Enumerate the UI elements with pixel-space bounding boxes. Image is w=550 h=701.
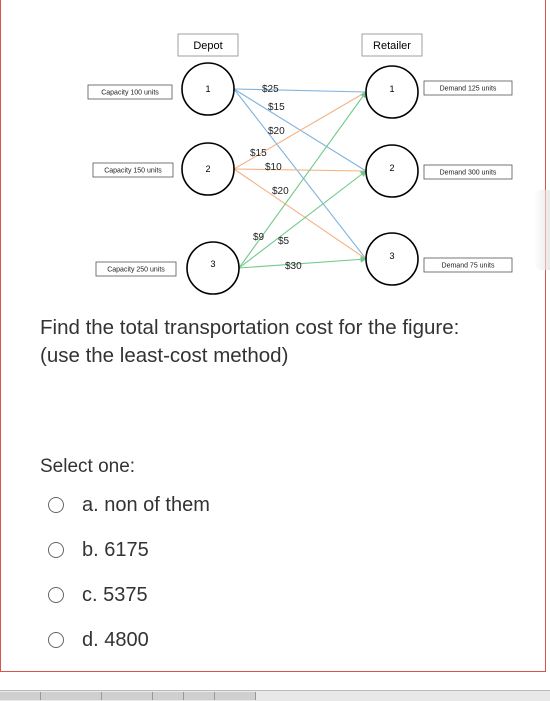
demand-label-2: Demand 300 units <box>439 169 497 177</box>
answer-option-d[interactable] <box>48 627 149 653</box>
question-line-1: Find the total transportation cost for the figure: <box>40 316 460 339</box>
answer-option-c[interactable] <box>48 582 148 608</box>
radio-button-a[interactable] <box>48 497 64 513</box>
cost-label-3-1: $9 <box>253 232 265 243</box>
answer-option-b-label[interactable]: b. 6175 <box>82 538 149 561</box>
toolbar-cell <box>41 692 102 700</box>
retailer-node-2-number: 2 <box>389 163 395 173</box>
answer-option-d-label[interactable]: d. 4800 <box>82 628 149 651</box>
select-one-prompt: Select one: <box>40 456 136 477</box>
bottom-toolbar-strip <box>0 690 550 701</box>
capacity-label-2: Capacity 150 units <box>104 167 162 175</box>
cost-label-2-1: $15 <box>250 148 267 159</box>
answer-option-c-label[interactable]: c. 5375 <box>82 583 148 606</box>
route-line-2-2 <box>234 169 366 171</box>
cost-label-1-3: $20 <box>268 126 285 137</box>
depot-header: Depot <box>193 40 223 52</box>
toolbar-cell <box>215 692 256 700</box>
question-line-2: (use the least-cost method) <box>40 344 289 367</box>
demand-label-1: Demand 125 units <box>439 85 497 93</box>
capacity-label-1: Capacity 100 units <box>101 89 159 97</box>
toolbar-cell <box>102 692 153 700</box>
frame-bottom-border <box>0 671 546 672</box>
cost-label-3-3: $30 <box>285 261 302 272</box>
radio-button-d[interactable] <box>48 632 64 648</box>
retailer-node-1-number: 1 <box>389 84 395 94</box>
answer-option-a-label[interactable]: a. non of them <box>82 493 210 516</box>
cost-label-3-2: $5 <box>278 236 290 247</box>
answer-option-a[interactable] <box>48 492 210 518</box>
route-line-3-3 <box>239 259 366 268</box>
radio-button-b[interactable] <box>48 542 64 558</box>
demand-label-3: Demand 75 units <box>441 262 495 270</box>
retailer-node-3-number: 3 <box>389 251 395 261</box>
route-line-2-3 <box>234 169 366 259</box>
depot-node-2-number: 2 <box>205 164 211 174</box>
transportation-network-diagram <box>0 0 550 300</box>
route-line-1-1 <box>234 89 366 92</box>
answer-option-b[interactable] <box>48 537 149 563</box>
cost-label-2-2: $10 <box>265 162 282 173</box>
retailer-header: Retailer <box>373 40 411 52</box>
toolbar-cell <box>184 692 215 700</box>
cost-label-1-1: $25 <box>262 84 279 95</box>
cost-label-1-2: $15 <box>268 102 285 113</box>
cost-label-2-3: $20 <box>272 186 289 197</box>
depot-node-3-number: 3 <box>210 259 216 269</box>
radio-button-c[interactable] <box>48 587 64 603</box>
toolbar-cell <box>0 692 41 700</box>
depot-node-1-number: 1 <box>205 84 211 94</box>
toolbar-cell <box>153 692 184 700</box>
question-text <box>40 314 540 370</box>
capacity-label-3: Capacity 250 units <box>107 266 165 274</box>
